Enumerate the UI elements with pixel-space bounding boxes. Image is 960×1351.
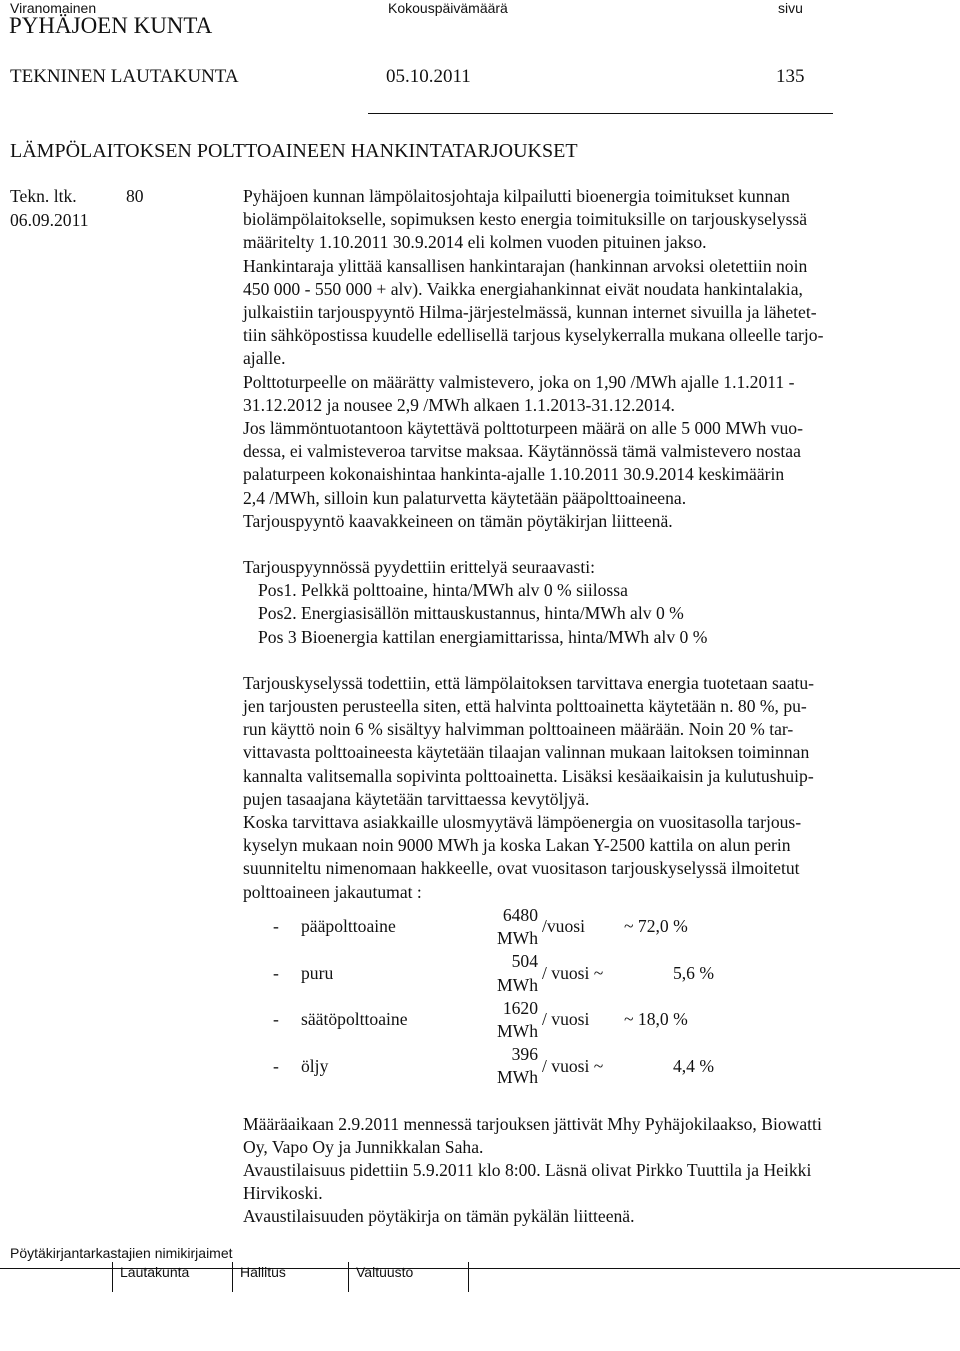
text-line: kannalta valitsemalla sopivinta polttoainetta. Lisäksi kesäaikaisin ja kulutushuip- — [243, 765, 814, 786]
fuel-share: ~ 18,0 % — [624, 1009, 688, 1030]
document-body — [243, 185, 903, 1229]
section-title: LÄMPÖLAITOKSEN POLTTOAINEEN HANKINTATARJOUKSET — [10, 140, 578, 162]
footer-government: Hallitus — [240, 1264, 286, 1280]
reference-body: Tekn. ltk. — [10, 186, 77, 206]
paragraph-tender-background — [243, 185, 903, 533]
board-name: TEKNINEN LAUTAKUNTA — [10, 66, 239, 87]
fuel-unit: / vuosi ~ — [542, 962, 604, 983]
text-line: julkaistiin tarjouspyyntö Hilma-järjestelmässä, kunnan internet sivuilla ja lähetet- — [243, 302, 817, 323]
text-line: polttoaineen jakautumat : — [243, 881, 422, 902]
fuel-amount: 6480 MWh — [496, 904, 538, 949]
fuel-unit: / vuosi ~ — [542, 1055, 604, 1076]
fuel-amount: 1620 MWh — [496, 997, 538, 1041]
text-line: jen tarjousten perusteella siten, että halvinta polttoainetta käytetään n. 80 %, pu- — [243, 696, 807, 717]
text-line: 2,4 /MWh, silloin kun palaturvetta käytetään pääpolttoaineena. — [243, 487, 687, 508]
paragraph-specification — [243, 556, 903, 649]
text-line: Hankintaraja ylittää kansallisen hankintarajan (hankinnan arvoksi oletettiin noin — [243, 255, 808, 276]
spec-item: Pos1. Pelkkä polttoaine, hinta/MWh alv 0 % siilossa — [258, 580, 628, 601]
fuel-name: säätöpolttoaine — [301, 1009, 408, 1030]
spacer — [243, 1090, 903, 1113]
text-line: run käyttö noin 6 % sisältyy halvimman polttoaineen määrään. Noin 20 % tar- — [243, 719, 794, 740]
text-line: vittavasta polttoaineesta käytetään tilaajan valinnan mukaan laitoksen toiminnan — [243, 742, 810, 763]
meeting-date: 05.10.2011 — [386, 66, 471, 87]
bullet-dash: - — [273, 916, 279, 937]
text-line: Määräaikaan 2.9.2011 mennessä tarjouksen jättivät Mhy Pyhäjokilaakso, Biowatti — [243, 1113, 822, 1134]
footer-separator — [112, 1262, 113, 1292]
table-row — [273, 1043, 714, 1089]
spacer — [243, 649, 903, 672]
municipality-name: PYHÄJOEN KUNTA — [9, 13, 213, 38]
fuel-amount: 504 MWh — [496, 951, 538, 995]
bullet-dash: - — [273, 962, 279, 983]
text-line: Avaustilaisuuden pöytäkirja on tämän pykälän liitteenä. — [243, 1206, 635, 1227]
paragraph-opening — [243, 1113, 903, 1229]
spec-item: Pos2. Energiasisällön mittauskustannus, hinta/MWh alv 0 % — [258, 603, 684, 624]
text-line: ajalle. — [243, 348, 286, 369]
text-line: 450 000 - 550 000 + alv). Vaikka energiahankinnat eivät noudata hankintalakia, — [243, 278, 803, 299]
fuel-unit: / vuosi — [542, 1009, 590, 1030]
bullet-dash: - — [273, 1009, 279, 1030]
spacer — [243, 533, 903, 556]
fuel-unit: /vuosi — [542, 916, 586, 937]
text-line: Jos lämmöntuotantoon käytettävä polttoturpeen määrä on alle 5 000 MWh vuo- — [243, 418, 803, 439]
text-line: pujen tasaajana käytetään tarvittaessa kevytöljyä. — [243, 788, 590, 809]
fuel-share: 5,6 % — [672, 962, 714, 983]
text-line: määritelty 1.10.2011 30.9.2014 eli kolmen vuoden pituinen jakso. — [243, 232, 707, 253]
fuel-share: 4,4 % — [672, 1055, 714, 1076]
section-number: 80 — [126, 186, 144, 206]
fuel-name: pääpolttoaine — [301, 916, 396, 937]
text-line: palaturpeen kokonaishintaa hankinta-ajalle 1.10.2011 30.9.2014 keskimäärin — [243, 464, 785, 485]
spec-item: Pos 3 Bioenergia kattilan energiamittarissa, hinta/MWh alv 0 % — [258, 626, 708, 647]
footer-separator — [348, 1262, 349, 1292]
text-line: tiin sähköpostissa kuudelle edellisellä tarjous kyselykerralla mukana olleelle tarjo- — [243, 325, 824, 346]
footer-separator — [468, 1262, 469, 1292]
text-line: suunniteltu nimenomaan hakkeelle, ovat vuositason tarjouskyselyssä ilmoitetut — [243, 858, 800, 879]
text-line: biolämpölaitokselle, sopimuksen kesto energia toimituksille on tarjouskyselyssä — [243, 209, 808, 230]
fuel-distribution-table — [273, 904, 714, 1090]
text-line: Oy, Vapo Oy ja Junnikkalan Saha. — [243, 1136, 484, 1157]
text-line: Avaustilaisuus pidettiin 5.9.2011 klo 8:00. Läsnä olivat Pirkko Tuuttila ja Heikki — [243, 1159, 812, 1180]
footer-separator — [232, 1262, 233, 1292]
page-label: sivu — [778, 0, 803, 16]
text-line: Pyhäjoen kunnan lämpölaitosjohtaja kilpailutti bioenergia toimitukset kunnan — [243, 186, 790, 206]
table-row — [273, 997, 714, 1043]
text-line: dessa, ei valmisteveroa tarvitse maksaa. Käytännössä tämä valmistevero nostaa — [243, 441, 801, 462]
table-row — [273, 950, 714, 996]
text-line: Tarjouskyselyssä todettiin, että lämpölaitoksen tarvittava energia tuotetaan saatu- — [243, 672, 815, 693]
text-line: Tarjouspyynnössä pyydettiin erittelyä seuraavasti: — [243, 557, 596, 578]
table-row — [273, 904, 714, 950]
fuel-share: ~ 72,0 % — [624, 916, 688, 937]
fuel-name: puru — [301, 962, 334, 983]
text-line: kyselyn mukaan noin 9000 MWh ja koska Lakan Y-2500 kattila on alun perin — [243, 835, 791, 856]
header-divider — [368, 113, 833, 114]
text-line: Polttoturpeelle on määrätty valmistevero, joka on 1,90 /MWh ajalle 1.1.2011 - — [243, 371, 795, 392]
footer-board: Lautakunta — [120, 1264, 190, 1280]
text-line: 31.12.2012 ja nousee 2,9 /MWh alkaen 1.1.2013-31.12.2014. — [243, 394, 675, 415]
footer-council: Valtuusto — [356, 1264, 414, 1280]
text-line: Koska tarvittava asiakkaille ulosmyytävä lämpöenergia on vuositasolla tarjous- — [243, 812, 802, 833]
reference-date: 06.09.2011 — [10, 210, 89, 230]
meeting-date-label: Kokouspäivämäärä — [388, 0, 508, 16]
fuel-name: öljy — [301, 1055, 329, 1076]
text-line: Tarjouspyyntö kaavakkeineen on tämän pöytäkirjan liitteenä. — [243, 510, 673, 531]
authority-label: Viranomainen — [10, 0, 97, 16]
paragraph-fuel-distribution — [243, 672, 903, 904]
page-number: 135 — [776, 66, 805, 87]
signatures-label: Pöytäkirjantarkastajien nimikirjaimet — [10, 1245, 233, 1261]
bullet-dash: - — [273, 1055, 279, 1076]
text-line: Hirvikoski. — [243, 1183, 323, 1204]
fuel-amount: 396 MWh — [496, 1044, 538, 1088]
